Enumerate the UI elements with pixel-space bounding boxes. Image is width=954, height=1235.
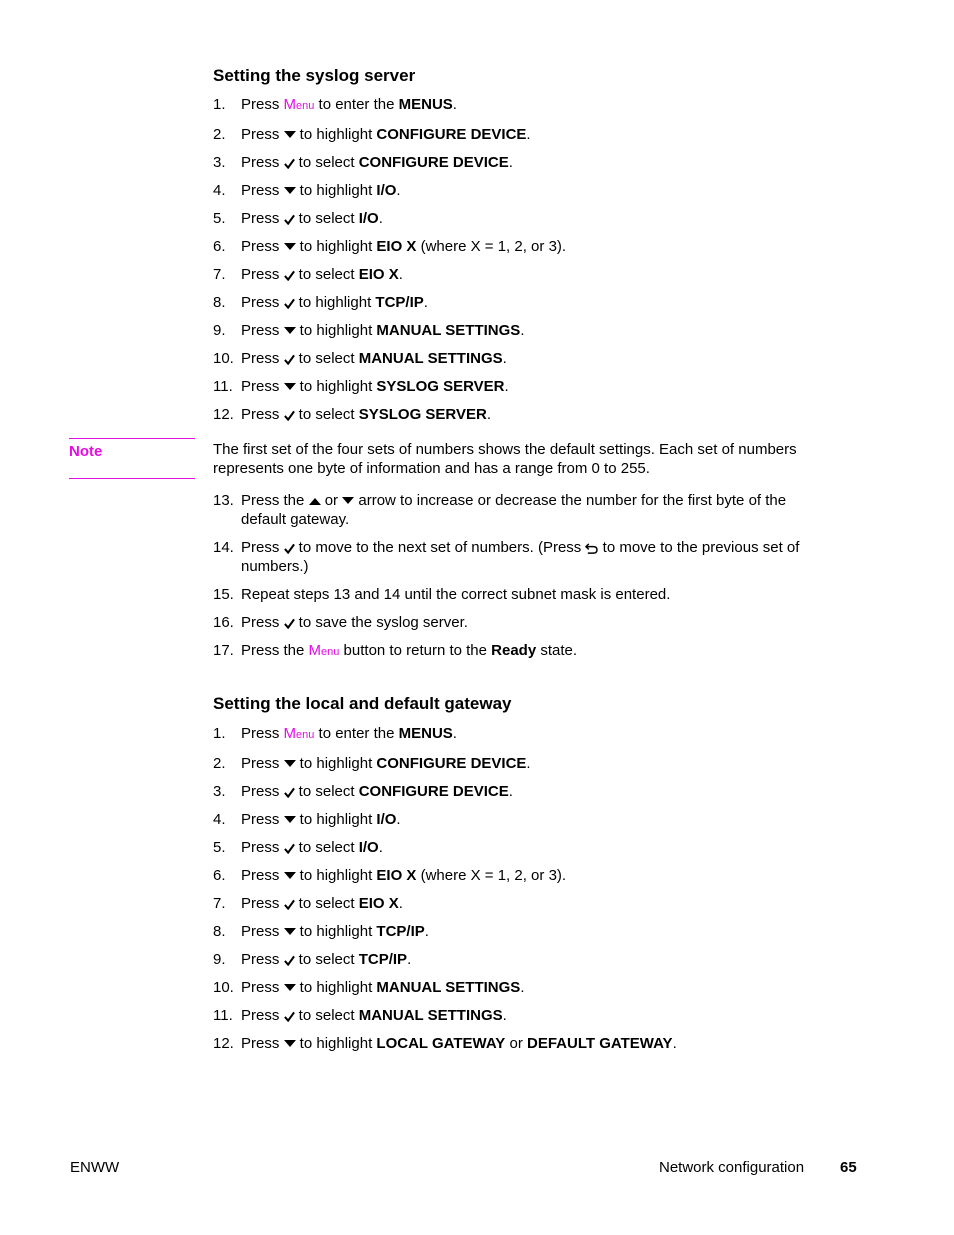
list-item: 17. Press the Menu button to return to the Ready state. <box>213 642 578 659</box>
list-item: 5. Press to select I/O. <box>213 839 383 856</box>
checkmark-icon <box>284 270 295 281</box>
list-item: 13. Press the or arrow to increase or decrease the number for the first byte of the default gateway. <box>213 492 787 528</box>
checkmark-icon <box>284 543 295 554</box>
note-divider <box>69 478 195 479</box>
down-arrow-icon <box>284 872 296 880</box>
checkmark-icon <box>284 354 295 365</box>
back-arrow-icon <box>585 543 598 554</box>
list-item: 14. Press to move to the next set of numbers. (Press to move to the previous set of numbers.) <box>213 539 800 575</box>
menu-key-label: Menu <box>283 725 315 742</box>
list-item: 11. Press to select MANUAL SETTINGS. <box>213 1007 507 1024</box>
list-item: 8. Press to highlight TCP/IP. <box>213 294 428 311</box>
list-item: 1. Press Menu to enter the MENUS. <box>213 725 457 742</box>
list-item: 3. Press to select CONFIGURE DEVICE. <box>213 154 513 171</box>
checkmark-icon <box>284 298 295 309</box>
checkmark-icon <box>284 899 295 910</box>
down-arrow-icon <box>284 1040 296 1048</box>
down-arrow-icon <box>284 187 296 195</box>
list-item: 8. Press to highlight TCP/IP. <box>213 923 429 940</box>
down-arrow-icon <box>284 383 296 391</box>
list-item: 2. Press to highlight CONFIGURE DEVICE. <box>213 755 531 772</box>
list-item: 12. Press to highlight LOCAL GATEWAY or DEFAULT GATEWAY. <box>213 1035 677 1052</box>
checkmark-icon <box>284 1011 295 1022</box>
checkmark-icon <box>284 214 295 225</box>
list-item: 7. Press to select EIO X. <box>213 895 403 912</box>
list-item: 15. Repeat steps 13 and 14 until the correct subnet mask is entered. <box>213 586 671 603</box>
checkmark-icon <box>284 410 295 421</box>
menu-key-label: Menu <box>308 642 340 659</box>
checkmark-icon <box>284 618 295 629</box>
checkmark-icon <box>284 843 295 854</box>
checkmark-icon <box>284 787 295 798</box>
list-item: 10. Press to highlight MANUAL SETTINGS. <box>213 979 525 996</box>
down-arrow-icon <box>284 760 296 768</box>
gateway-steps-list <box>213 724 833 1062</box>
menu-key-label: Menu <box>283 96 315 113</box>
down-arrow-icon <box>284 327 296 335</box>
note-text: The first set of the four sets of numbers shows the default settings. Each set of numbers represents one byte of information and has a range from 0 to 255. <box>213 441 797 477</box>
note-label: Note <box>69 438 195 461</box>
list-item: 9. Press to select TCP/IP. <box>213 951 412 968</box>
section-title-gateway: Setting the local and default gateway <box>213 694 512 713</box>
footer-section-name: Network configuration <box>659 1159 805 1176</box>
checkmark-icon <box>284 955 295 966</box>
down-arrow-icon <box>284 816 296 824</box>
list-item: 6. Press to highlight EIO X (where X = 1, 2, or 3). <box>213 238 567 255</box>
list-item: 7. Press to select EIO X. <box>213 266 403 283</box>
list-item: 2. Press to highlight CONFIGURE DEVICE. <box>213 126 531 143</box>
list-item: 10. Press to select MANUAL SETTINGS. <box>213 350 507 367</box>
list-item: 4. Press to highlight I/O. <box>213 182 401 199</box>
footer-left: ENWW <box>70 1159 120 1176</box>
list-item: 4. Press to highlight I/O. <box>213 811 401 828</box>
down-arrow-icon <box>342 497 354 505</box>
list-item: 3. Press to select CONFIGURE DEVICE. <box>213 783 513 800</box>
list-item: 6. Press to highlight EIO X (where X = 1, 2, or 3). <box>213 867 567 884</box>
down-arrow-icon <box>284 928 296 936</box>
list-item: 11. Press to highlight SYSLOG SERVER. <box>213 378 509 395</box>
list-item: 12. Press to select SYSLOG SERVER. <box>213 406 491 423</box>
checkmark-icon <box>284 158 295 169</box>
syslog-steps-list <box>213 95 833 433</box>
list-item: 9. Press to highlight MANUAL SETTINGS. <box>213 322 525 339</box>
down-arrow-icon <box>284 243 296 251</box>
list-item: 16. Press to save the syslog server. <box>213 614 468 631</box>
list-item: 1. Press Menu to enter the MENUS. <box>213 96 457 113</box>
section-title-syslog: Setting the syslog server <box>213 66 416 85</box>
down-arrow-icon <box>284 984 296 992</box>
up-arrow-icon <box>309 497 321 505</box>
page-number: 65 <box>840 1159 857 1176</box>
syslog-steps-continued <box>213 491 833 671</box>
list-item: 5. Press to select I/O. <box>213 210 383 227</box>
down-arrow-icon <box>284 131 296 139</box>
